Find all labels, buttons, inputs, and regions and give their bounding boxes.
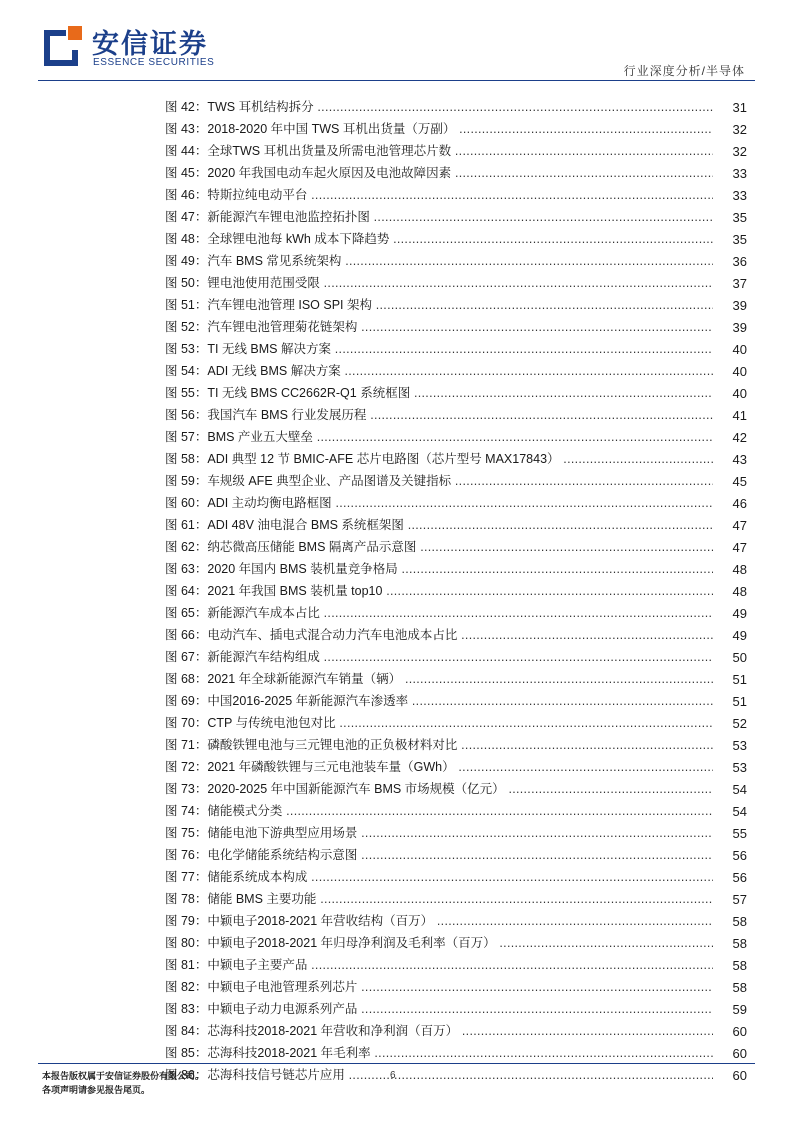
- toc-entry-title: 图 54：ADI 无线 BMS 解决方案 .....: [165, 363, 714, 380]
- toc-entry[interactable]: [0, 668, 793, 690]
- toc-entry[interactable]: [0, 646, 793, 668]
- toc-entry-page: 58: [713, 913, 747, 930]
- toc-entry[interactable]: [0, 910, 793, 932]
- toc-entry-page: 51: [713, 671, 747, 688]
- toc-entry-page: 37: [713, 275, 747, 292]
- toc-entry-page: 51: [713, 693, 747, 710]
- toc-entry-page: 53: [713, 737, 747, 754]
- toc-entry[interactable]: [0, 602, 793, 624]
- toc-entry-title: 图 62：纳芯微高压储能 BMS 隔离产品示意图 .....: [165, 539, 714, 556]
- toc-entry[interactable]: [0, 470, 793, 492]
- toc-entry-page: 40: [713, 363, 747, 380]
- brand-logo: [42, 20, 242, 70]
- toc-entry-title: 图 45：2020 年我国电动车起火原因及电池故障因素 .....: [165, 165, 714, 182]
- report-category: 行业深度分析/半导体: [623, 64, 745, 78]
- toc-entry[interactable]: [0, 492, 793, 514]
- toc-entry-page: 32: [713, 143, 747, 160]
- toc-entry[interactable]: [0, 888, 793, 910]
- toc-entry-title: 图 52：汽车锂电池管理菊花链架构 .....: [165, 319, 714, 336]
- toc-entry-title: 图 50：锂电池使用范围受限 .....: [165, 275, 714, 292]
- toc-entry-title: 图 64：2021 年我国 BMS 装机量 top10 .....: [165, 583, 714, 600]
- toc-entry[interactable]: [0, 734, 793, 756]
- toc-entry-title: 图 76：电化学储能系统结构示意图 .....: [165, 847, 714, 864]
- toc-entry[interactable]: [0, 998, 793, 1020]
- toc-entry[interactable]: [0, 932, 793, 954]
- toc-entry[interactable]: [0, 272, 793, 294]
- toc-entry-page: 40: [713, 385, 747, 402]
- toc-entry-title: 图 69：中国2016-2025 年新能源汽车渗透率 .....: [165, 693, 714, 710]
- toc-entry-title: 图 57：BMS 产业五大壁垒 .....: [165, 429, 714, 446]
- toc-entry-title: 图 70：CTP 与传统电池包对比 .....: [165, 715, 714, 732]
- toc-entry[interactable]: [0, 514, 793, 536]
- brand-name-cn: 安信证券: [92, 29, 208, 60]
- toc-entry[interactable]: [0, 96, 793, 118]
- toc-entry[interactable]: [0, 558, 793, 580]
- toc-entry-title: 图 75：储能电池下游典型应用场景 .....: [165, 825, 714, 842]
- toc-entry-page: 36: [713, 253, 747, 270]
- toc-entry[interactable]: [0, 448, 793, 470]
- toc-entry[interactable]: [0, 690, 793, 712]
- toc-entry-page: 40: [713, 341, 747, 358]
- toc-entry-page: 49: [713, 627, 747, 644]
- toc-entry[interactable]: [0, 866, 793, 888]
- toc-entry-title: 图 43：2018-2020 年中国 TWS 耳机出货量（万副） .....: [165, 121, 714, 138]
- toc-entry-page: 55: [713, 825, 747, 842]
- toc-entry-page: 31: [713, 99, 747, 116]
- toc-entry-page: 45: [713, 473, 747, 490]
- toc-entry-page: 53: [713, 759, 747, 776]
- toc-entry-page: 42: [713, 429, 747, 446]
- toc-entry-title: 图 58：ADI 典型 12 节 BMIC-AFE 芯片电路图（芯片型号 MAX17843） .....: [165, 451, 714, 468]
- toc-entry-title: 图 51：汽车锂电池管理 ISO SPI 架构 .....: [165, 297, 714, 314]
- header-divider: [38, 80, 755, 81]
- toc-entry-title: 图 59：车规级 AFE 典型企业、产品图谱及关键指标 .....: [165, 473, 714, 490]
- toc-entry-page: 59: [713, 1001, 747, 1018]
- toc-entry-title: 图 79：中颖电子2018-2021 年营收结构（百万） .....: [165, 913, 714, 930]
- toc-entry-title: 图 61：ADI 48V 油电混合 BMS 系统框架图 .....: [165, 517, 714, 534]
- copyright-note: 本报告版权属于安信证券股份有限公司。: [42, 1071, 205, 1081]
- toc-entry-page: 48: [713, 561, 747, 578]
- toc-entry-title: 图 86：芯海科技信号链芯片应用 .....: [165, 1067, 714, 1084]
- toc-entry-title: 图 65：新能源汽车成本占比 .....: [165, 605, 714, 622]
- toc-entry[interactable]: [0, 228, 793, 250]
- toc-entry-title: 图 53：TI 无线 BMS 解决方案 .....: [165, 341, 714, 358]
- toc-entry-title: 图 46：特斯拉纯电动平台 .....: [165, 187, 714, 204]
- brand-name-en: ESSENCE SECURITIES: [93, 57, 215, 68]
- toc-entry-title: 图 71：磷酸铁锂电池与三元锂电池的正负极材料对比 .....: [165, 737, 714, 754]
- toc-entry-page: 54: [713, 781, 747, 798]
- toc-entry-page: 43: [713, 451, 747, 468]
- toc-entry[interactable]: [0, 426, 793, 448]
- toc-entry[interactable]: [0, 1042, 793, 1064]
- toc-entry-title: 图 44：全球TWS 耳机出货量及所需电池管理芯片数 .....: [165, 143, 714, 160]
- toc-entry-title: 图 63：2020 年国内 BMS 装机量竞争格局 .....: [165, 561, 714, 578]
- toc-entry-title: 图 66：电动汽车、插电式混合动力汽车电池成本占比 .....: [165, 627, 714, 644]
- toc-entry-page: 33: [713, 165, 747, 182]
- footer-divider: [38, 1063, 755, 1064]
- toc-entry-page: 46: [713, 495, 747, 512]
- toc-entry-page: 56: [713, 869, 747, 886]
- toc-entry-title: 图 83：中颖电子动力电源系列产品 .....: [165, 1001, 714, 1018]
- toc-entry-title: 图 85：芯海科技2018-2021 年毛利率 .....: [165, 1045, 714, 1062]
- toc-entry[interactable]: [0, 712, 793, 734]
- toc-entry[interactable]: [0, 162, 793, 184]
- toc-entry[interactable]: [0, 118, 793, 140]
- toc-entry-page: 60: [713, 1045, 747, 1062]
- toc-entry[interactable]: [0, 954, 793, 976]
- toc-entry[interactable]: [0, 140, 793, 162]
- toc-entry-title: 图 84：芯海科技2018-2021 年营收和净利润（百万） .....: [165, 1023, 714, 1040]
- toc-entry-page: 58: [713, 957, 747, 974]
- toc-entry-title: 图 68：2021 年全球新能源汽车销量（辆） .....: [165, 671, 714, 688]
- toc-entry-title: 图 49：汽车 BMS 常见系统架构 .....: [165, 253, 714, 270]
- toc-entry-page: 47: [713, 517, 747, 534]
- toc-entry-title: 图 77：储能系统成本构成 .....: [165, 869, 714, 886]
- toc-entry-page: 39: [713, 319, 747, 336]
- toc-entry[interactable]: [0, 404, 793, 426]
- toc-entry-page: 32: [713, 121, 747, 138]
- toc-entry-title: 图 78：储能 BMS 主要功能 .....: [165, 891, 714, 908]
- toc-entry[interactable]: [0, 206, 793, 228]
- toc-entry-title: 图 80：中颖电子2018-2021 年归母净利润及毛利率（百万） .....: [165, 935, 714, 952]
- toc-entry-page: 60: [713, 1067, 747, 1084]
- toc-entry[interactable]: [0, 800, 793, 822]
- toc-entry-title: 图 55：TI 无线 BMS CC2662R-Q1 系统框图 .....: [165, 385, 714, 402]
- toc-entry[interactable]: [0, 338, 793, 360]
- toc-entry-page: 35: [713, 231, 747, 248]
- toc-entry-title: 图 73：2020-2025 年中国新能源汽车 BMS 市场规模（亿元） .....: [165, 781, 714, 798]
- toc-entry[interactable]: [0, 756, 793, 778]
- toc-entry[interactable]: [0, 1020, 793, 1042]
- toc-entry-page: 58: [713, 979, 747, 996]
- toc-entry-title: 图 82：中颖电子电池管理系列芯片 .....: [165, 979, 714, 996]
- figure-list: [0, 96, 793, 1086]
- toc-entry-page: 39: [713, 297, 747, 314]
- toc-entry-title: 图 72：2021 年磷酸铁锂与三元电池装车量（GWh） .....: [165, 759, 714, 776]
- essence-logo-icon: [42, 24, 84, 66]
- toc-entry-page: 33: [713, 187, 747, 204]
- toc-entry-page: 48: [713, 583, 747, 600]
- toc-entry-title: 图 67：新能源汽车结构组成 .....: [165, 649, 714, 666]
- toc-entry[interactable]: [0, 382, 793, 404]
- toc-entry-page: 47: [713, 539, 747, 556]
- toc-entry[interactable]: [0, 976, 793, 998]
- toc-entry-page: 49: [713, 605, 747, 622]
- toc-entry-page: 41: [713, 407, 747, 424]
- toc-entry-page: 60: [713, 1023, 747, 1040]
- toc-entry[interactable]: [0, 580, 793, 602]
- disclaimer-note: 各项声明请参见报告尾页。: [42, 1085, 151, 1095]
- toc-entry-page: 54: [713, 803, 747, 820]
- toc-entry-page: 56: [713, 847, 747, 864]
- toc-entry[interactable]: [0, 624, 793, 646]
- toc-entry[interactable]: [0, 360, 793, 382]
- toc-entry-title: 图 60：ADI 主动均衡电路框图 .....: [165, 495, 714, 512]
- toc-entry-page: 57: [713, 891, 747, 908]
- toc-entry[interactable]: [0, 844, 793, 866]
- toc-entry-title: 图 81：中颖电子主要产品 .....: [165, 957, 714, 974]
- toc-entry[interactable]: [0, 316, 793, 338]
- toc-entry[interactable]: [0, 184, 793, 206]
- toc-entry[interactable]: [0, 536, 793, 558]
- toc-entry[interactable]: [0, 250, 793, 272]
- toc-entry-title: 图 47：新能源汽车锂电池监控拓扑图 .....: [165, 209, 714, 226]
- toc-entry[interactable]: [0, 294, 793, 316]
- toc-entry-title: 图 48：全球锂电池每 kWh 成本下降趋势 .....: [165, 231, 714, 248]
- toc-entry[interactable]: [0, 778, 793, 800]
- toc-entry-page: 50: [713, 649, 747, 666]
- toc-entry-title: 图 56：我国汽车 BMS 行业发展历程 .....: [165, 407, 714, 424]
- toc-entry-page: 52: [713, 715, 747, 732]
- toc-entry-title: 图 74：储能模式分类 .....: [165, 803, 714, 820]
- toc-entry-page: 35: [713, 209, 747, 226]
- toc-entry-title: 图 42：TWS 耳机结构拆分 .....: [165, 99, 714, 116]
- page-number: 6: [390, 1070, 396, 1081]
- toc-entry-page: 58: [713, 935, 747, 952]
- toc-entry[interactable]: [0, 822, 793, 844]
